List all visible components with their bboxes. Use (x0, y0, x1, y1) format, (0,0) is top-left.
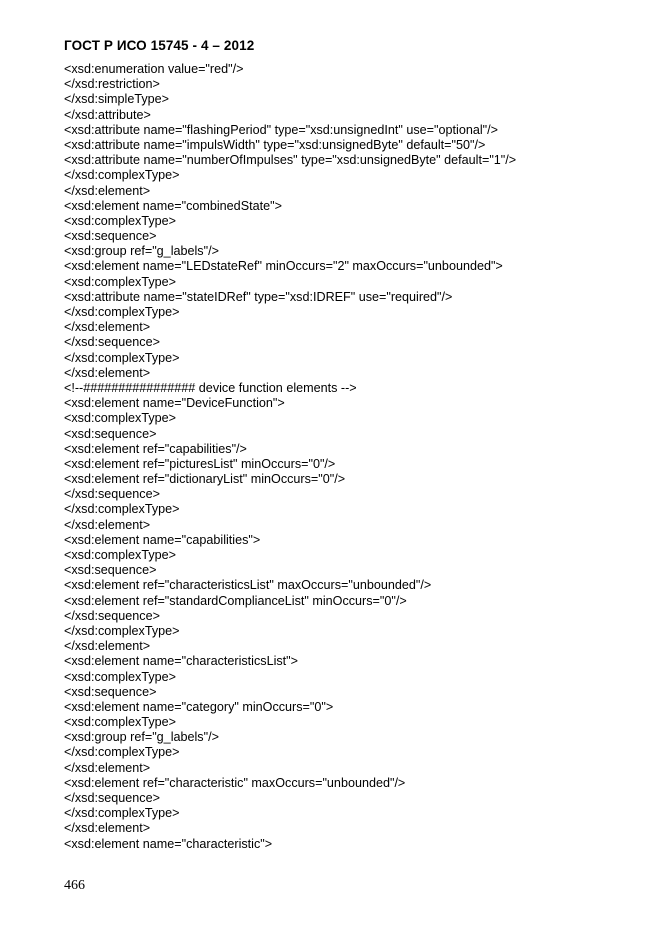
code-line: </xsd:complexType> (64, 305, 180, 319)
code-line: </xsd:restriction> (64, 77, 160, 92)
code-line: <xsd:element name="DeviceFunction"> (64, 396, 285, 411)
code-line: <xsd:complexType> (64, 411, 177, 426)
code-line: <xsd:sequence> (64, 229, 157, 244)
code-line: </xsd:complexType> (64, 623, 180, 638)
code-line: </xsd:sequence> (64, 487, 160, 502)
code-line: <xsd:complexType> (64, 213, 177, 228)
code-line: </xsd:element> (64, 183, 151, 198)
code-line: <xsd:element name="category" minOccurs="0"> (64, 699, 334, 714)
code-line: <xsd:complexType> (64, 715, 177, 730)
code-line: </xsd:element> (64, 517, 151, 532)
code-line: <xsd:attribute name="numberOfImpulses" type="xsd:unsignedByte" default="1"/> (64, 153, 517, 168)
code-line: </xsd:complexType> (64, 745, 180, 760)
code-line: <xsd:element ref="capabilities"/> (64, 441, 247, 456)
code-line: </xsd:element> (64, 760, 151, 775)
code-line: </xsd:sequence> (64, 608, 160, 623)
code-line: <xsd:attribute name="impulsWidth" type="xsd:unsignedByte" default="50"/> (64, 137, 486, 152)
code-line: <xsd:complexType> (64, 274, 177, 289)
code-line: </xsd:sequence> (64, 791, 160, 805)
code-line: </xsd:element> (64, 639, 151, 654)
code-line: <xsd:element ref="characteristicsList" maxOccurs="unbounded"/> (64, 578, 432, 593)
page-header: ГОСТ Р ИСО 15745 - 4 – 2012 (64, 38, 255, 53)
code-line: </xsd:simpleType> (64, 92, 169, 107)
code-line: <xsd:element ref="picturesList" minOccurs="0"/> (64, 456, 336, 471)
page-number: 466 (64, 878, 85, 893)
code-line: <xsd:attribute name="stateIDRef" type="xsd:IDREF" use="required"/> (64, 289, 453, 304)
code-line: </xsd:element> (64, 320, 151, 335)
code-line: <xsd:element ref="characteristic" maxOccurs="unbounded"/> (64, 775, 406, 790)
code-listing (64, 62, 644, 852)
code-line: <xsd:complexType> (64, 669, 177, 684)
code-line: <xsd:attribute name="flashingPeriod" type="xsd:unsignedInt" use="optional"/> (64, 122, 498, 137)
code-line: </xsd:complexType> (64, 806, 180, 821)
code-line: <xsd:element ref="dictionaryList" minOccurs="0"/> (64, 472, 346, 487)
code-line: </xsd:complexType> (64, 168, 180, 183)
code-line: <xsd:complexType> (64, 548, 177, 562)
code-line: <xsd:group ref="g_labels"/> (64, 730, 219, 745)
code-line: <!--################ device function elements --> (64, 380, 357, 395)
code-line: <xsd:sequence> (64, 563, 157, 578)
code-line: </xsd:element> (64, 821, 151, 836)
code-line: <xsd:sequence> (64, 426, 157, 441)
code-line: </xsd:sequence> (64, 335, 160, 350)
code-line: <xsd:element name="LEDstateRef" minOccurs="2" maxOccurs="unbounded"> (64, 259, 503, 274)
code-line: </xsd:attribute> (64, 107, 151, 122)
code-line: </xsd:complexType> (64, 350, 180, 365)
code-line: <xsd:group ref="g_labels"/> (64, 244, 219, 259)
code-line: </xsd:complexType> (64, 502, 180, 517)
code-line: <xsd:element ref="standardComplianceList" minOccurs="0"/> (64, 593, 407, 608)
code-line: <xsd:element name="characteristic"> (64, 836, 273, 851)
code-line: </xsd:element> (64, 365, 151, 380)
code-line: <xsd:element name="capabilities"> (64, 532, 261, 547)
code-line: <xsd:element name="combinedState"> (64, 198, 282, 213)
code-line: <xsd:enumeration value="red"/> (64, 62, 244, 76)
code-line: <xsd:sequence> (64, 684, 157, 699)
code-line: <xsd:element name="characteristicsList"> (64, 654, 298, 669)
